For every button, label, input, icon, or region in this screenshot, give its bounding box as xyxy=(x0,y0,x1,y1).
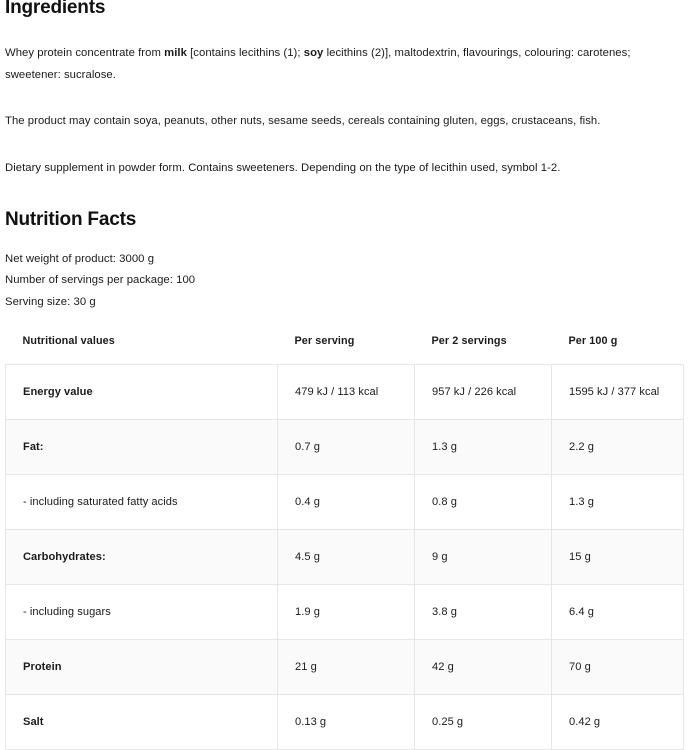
nutrient-label: Energy value xyxy=(6,365,278,420)
nutrient-label: Salt xyxy=(6,695,278,750)
column-header-nutritional-values: Nutritional values xyxy=(22,335,115,348)
table-row xyxy=(6,420,684,475)
column-header-per-100g: Per 100 g xyxy=(568,335,618,348)
ingredients-text-mid: [contains lecithins (1); xyxy=(186,46,304,59)
servings-per-package-line: Number of servings per package: 100 xyxy=(5,274,196,287)
ingredients-paragraph xyxy=(5,42,685,86)
table-row xyxy=(6,475,684,530)
table-row xyxy=(6,530,684,585)
serving-info-block xyxy=(5,249,685,314)
value-per-2-servings: 42 g xyxy=(415,640,552,695)
value-per-2-servings: 3.8 g xyxy=(415,585,552,640)
ingredients-text-lead: Whey protein concentrate from xyxy=(5,46,165,59)
value-per-2-servings: 1.3 g xyxy=(415,420,552,475)
value-per-2-servings: 0.25 g xyxy=(415,695,552,750)
value-per-serving: 0.13 g xyxy=(278,695,415,750)
nutrient-sub-label: - including saturated fatty acids xyxy=(6,475,278,530)
table-row xyxy=(6,585,684,640)
value-per-serving: 21 g xyxy=(278,640,415,695)
column-header-per-2-servings: Per 2 servings xyxy=(431,335,507,348)
table-row xyxy=(6,695,684,750)
ingredients-heading: Ingredients xyxy=(5,0,106,18)
allergen-milk-bold: milk xyxy=(164,46,187,59)
value-per-100g: 2.2 g xyxy=(552,420,684,475)
value-per-100g: 1595 kJ / 377 kcal xyxy=(552,365,684,420)
allergen-note: The product may contain soya, peanuts, other nuts, sesame seeds, cereals containing gluten, eggs, crustaceans, fish. xyxy=(5,114,601,127)
allergen-note-block xyxy=(5,110,685,132)
value-per-serving: 479 kJ / 113 kcal xyxy=(278,365,415,420)
value-per-serving: 1.9 g xyxy=(278,585,415,640)
dietary-note-block xyxy=(5,157,685,179)
table-header-row xyxy=(6,335,684,365)
allergen-soy-bold: soy xyxy=(303,46,324,59)
nutrient-label: Fat: xyxy=(6,420,278,475)
value-per-2-servings: 957 kJ / 226 kcal xyxy=(415,365,552,420)
nutrient-label: Carbohydrates: xyxy=(6,530,278,585)
nutrient-label: Protein xyxy=(6,640,278,695)
ingredients-paragraph-block xyxy=(5,42,685,86)
value-per-100g: 0.42 g xyxy=(552,695,684,750)
value-per-serving: 0.4 g xyxy=(278,475,415,530)
column-header-per-serving: Per serving xyxy=(294,335,355,348)
value-per-100g: 1.3 g xyxy=(552,475,684,530)
table-row xyxy=(6,365,684,420)
ingredients-text-tail: lecithins (2)], maltodextrin, flavourings, colouring: carotenes; sweetener: sucralose. xyxy=(5,46,631,81)
nutrition-facts-heading: Nutrition Facts xyxy=(5,208,137,230)
serving-size-line: Serving size: 30 g xyxy=(5,295,96,308)
value-per-2-servings: 0.8 g xyxy=(415,475,552,530)
value-per-100g: 70 g xyxy=(552,640,684,695)
nutrition-table-body xyxy=(6,365,684,750)
table-row xyxy=(6,640,684,695)
dietary-note: Dietary supplement in powder form. Contains sweeteners. Depending on the type of lecithin used, symbol 1-2. xyxy=(5,161,561,174)
nutrition-table-header xyxy=(6,335,684,365)
nutrient-sub-label: - including sugars xyxy=(6,585,278,640)
value-per-100g: 15 g xyxy=(552,530,684,585)
net-weight-line: Net weight of product: 3000 g xyxy=(5,252,155,265)
value-per-serving: 0.7 g xyxy=(278,420,415,475)
value-per-2-servings: 9 g xyxy=(415,530,552,585)
value-per-100g: 6.4 g xyxy=(552,585,684,640)
nutrition-facts-table xyxy=(5,335,684,750)
value-per-serving: 4.5 g xyxy=(278,530,415,585)
